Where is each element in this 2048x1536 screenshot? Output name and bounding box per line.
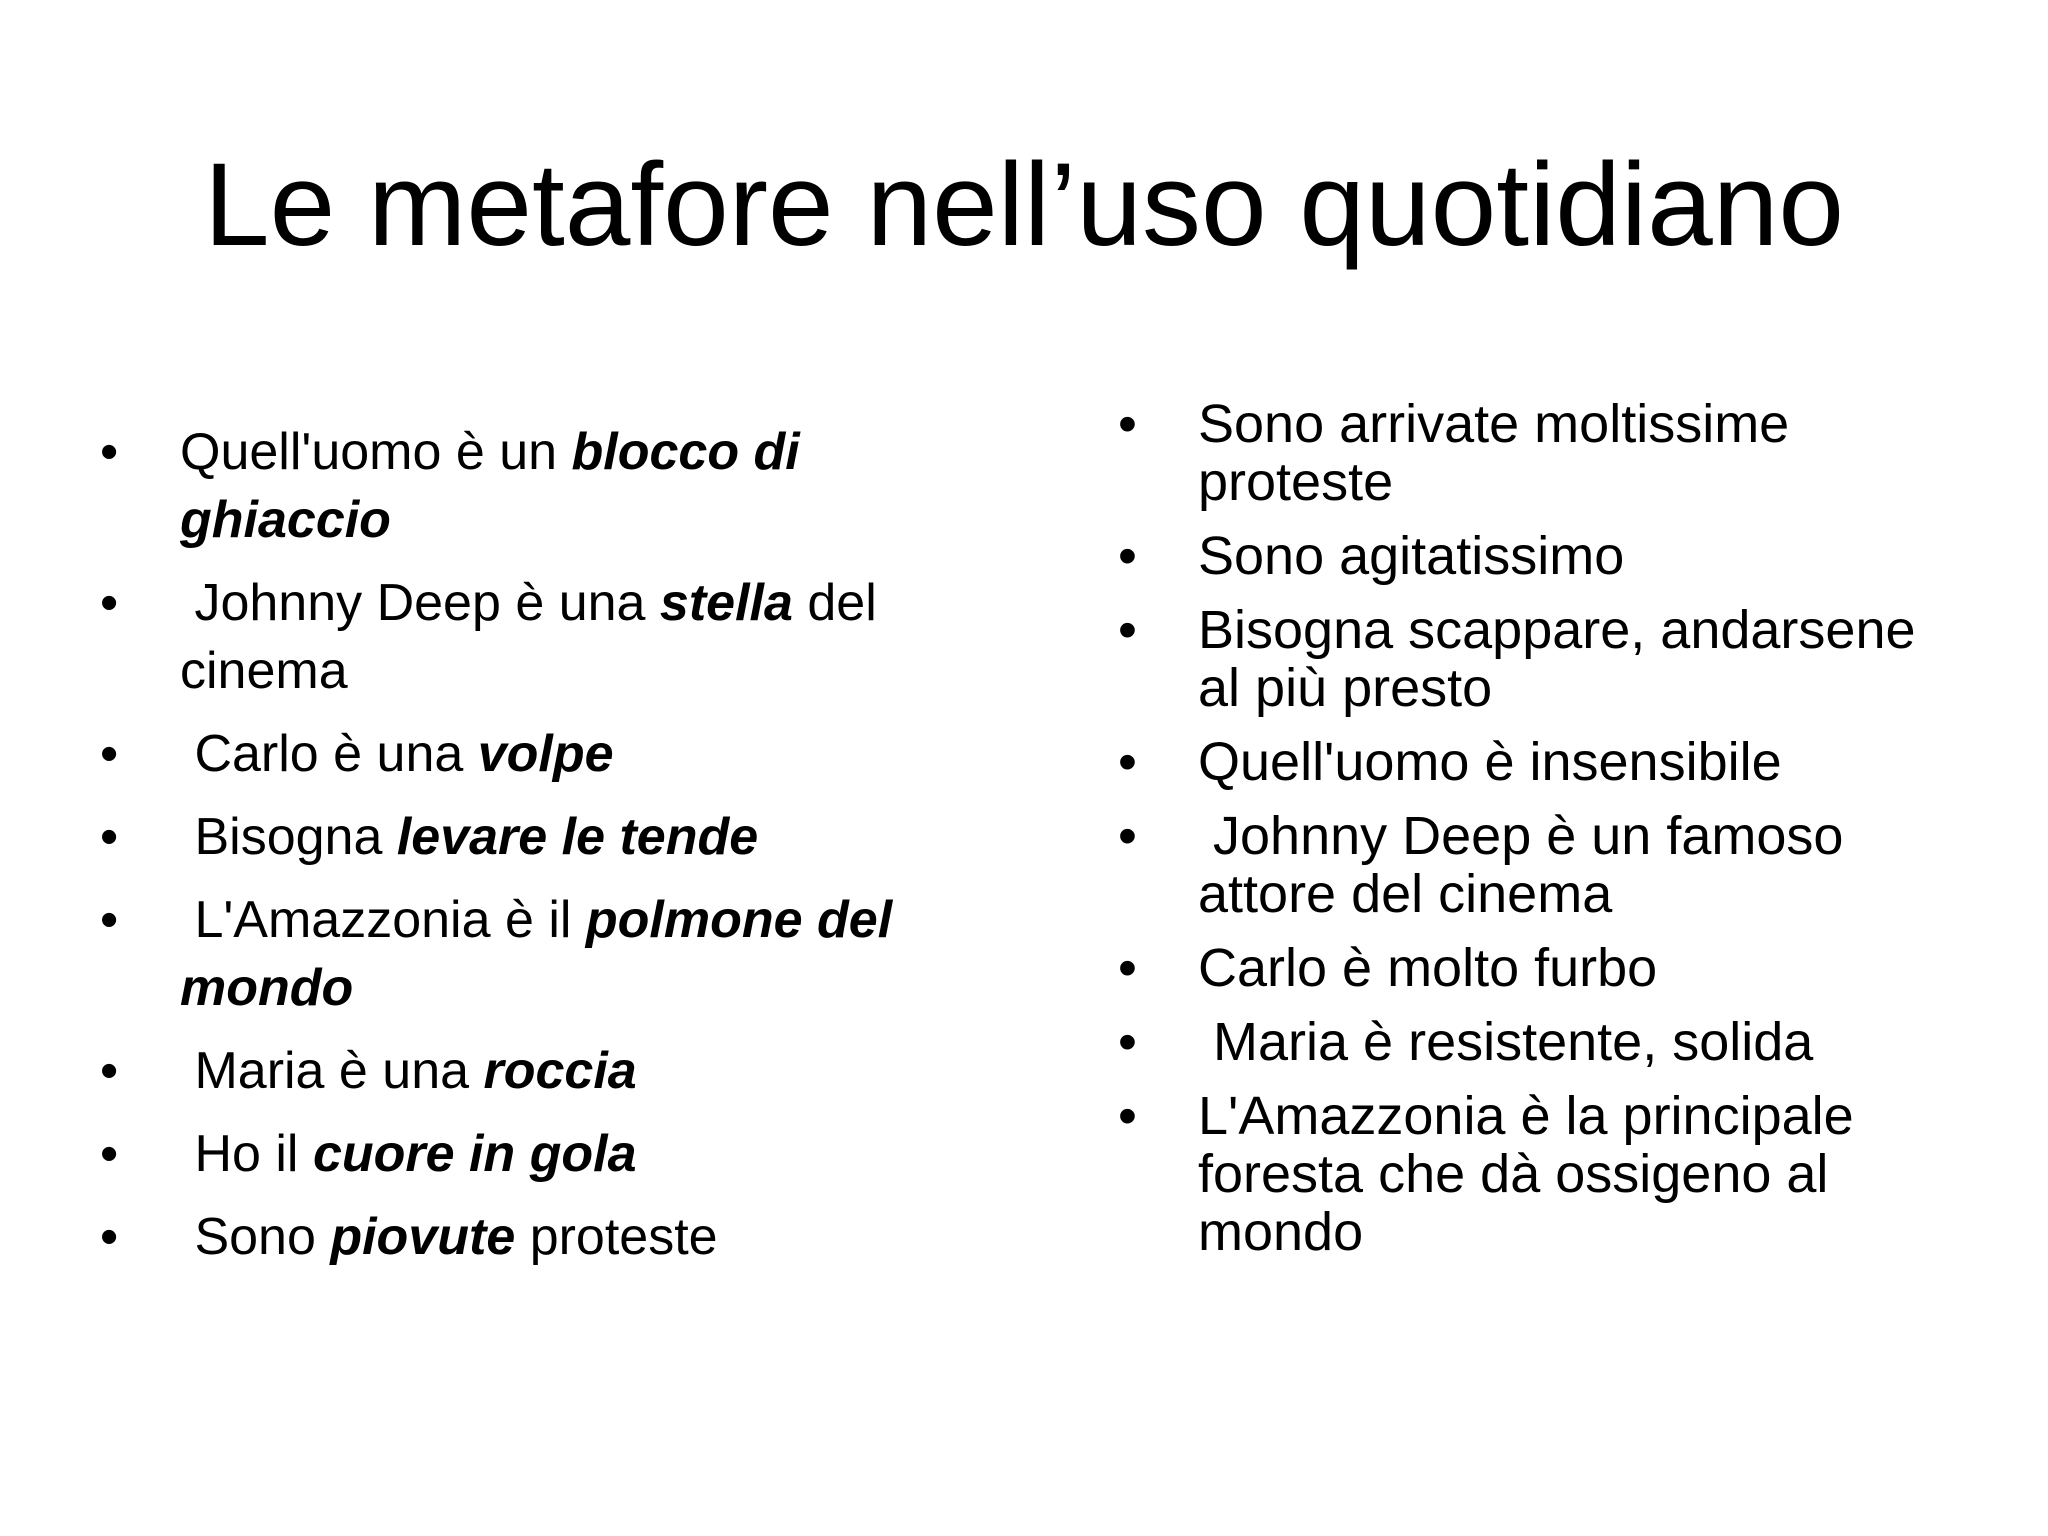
item-text: Carlo è molto furbo — [1198, 938, 1658, 998]
bullet-icon: • — [1118, 526, 1137, 586]
metaphor-phrase: stella — [659, 574, 793, 632]
item-text: Sono agitatissimo — [1198, 526, 1625, 586]
metaphor-item — [100, 569, 920, 705]
bullet-icon: • — [100, 808, 119, 866]
metaphor-phrase: roccia — [483, 1042, 637, 1100]
metaphor-phrase: polmone del mondo — [180, 891, 907, 1017]
item-text: del cinema — [180, 574, 892, 700]
metaphor-item — [100, 886, 920, 1022]
literal-item — [1118, 807, 1968, 923]
bullet-icon: • — [100, 725, 119, 783]
item-text: Johnny Deep è una — [180, 574, 660, 632]
bullet-icon: • — [1118, 732, 1137, 792]
item-text: Maria è una — [180, 1042, 484, 1100]
metaphor-phrase: volpe — [477, 725, 614, 783]
literal-item — [1118, 527, 1968, 585]
metaphor-item — [100, 1120, 920, 1188]
literal-item — [1118, 1087, 1968, 1261]
metaphor-item — [100, 803, 920, 871]
metaphor-phrase: cuore in gola — [312, 1125, 637, 1183]
item-text: proteste — [515, 1208, 718, 1266]
metaphor-item — [100, 1203, 920, 1271]
item-text: Sono — [180, 1208, 331, 1266]
item-text: Sono arrivate moltissime proteste — [1198, 394, 1805, 512]
metaphor-phrase: blocco di ghiaccio — [180, 423, 815, 549]
bullet-icon: • — [100, 423, 119, 481]
metaphor-item — [100, 1037, 920, 1105]
item-text: Johnny Deep è un famoso attore del cinema — [1198, 806, 1859, 924]
item-text: L'Amazzonia è la principale foresta che dà ossigeno al mondo — [1198, 1086, 1869, 1262]
item-text: Maria è resistente, solida — [1198, 1012, 1814, 1072]
item-text: L'Amazzonia è il — [180, 891, 586, 949]
bullet-icon: • — [100, 1208, 119, 1266]
literal-item — [1118, 395, 1968, 511]
item-text: Bisogna — [180, 808, 397, 866]
bullet-icon: • — [100, 574, 119, 632]
item-text: Bisogna scappare, andarsene al più presto — [1198, 600, 1931, 718]
metaphor-list — [100, 418, 920, 1286]
slide-title: Le metafore nell’uso quotidiano — [203, 139, 1844, 271]
metaphor-item — [100, 720, 920, 788]
item-text: Carlo è una — [180, 725, 478, 783]
bullet-icon: • — [100, 1042, 119, 1100]
literal-item — [1118, 1013, 1968, 1071]
literal-item — [1118, 939, 1968, 997]
bullet-icon: • — [1118, 1086, 1137, 1146]
literal-meaning-list — [1118, 395, 1968, 1277]
item-text: Quell'uomo è un — [180, 423, 572, 481]
metaphor-phrase: levare le tende — [396, 808, 759, 866]
item-text: Ho il — [180, 1125, 313, 1183]
bullet-icon: • — [1118, 1012, 1137, 1072]
bullet-icon: • — [1118, 806, 1137, 866]
bullet-icon: • — [1118, 938, 1137, 998]
metaphor-item — [100, 418, 920, 554]
bullet-icon: • — [1118, 600, 1137, 660]
metaphor-phrase: piovute — [330, 1208, 516, 1266]
bullet-icon: • — [1118, 394, 1137, 454]
literal-item — [1118, 601, 1968, 717]
bullet-icon: • — [100, 891, 119, 949]
bullet-icon: • — [100, 1125, 119, 1183]
item-text: Quell'uomo è insensibile — [1198, 732, 1782, 792]
literal-item — [1118, 733, 1968, 791]
